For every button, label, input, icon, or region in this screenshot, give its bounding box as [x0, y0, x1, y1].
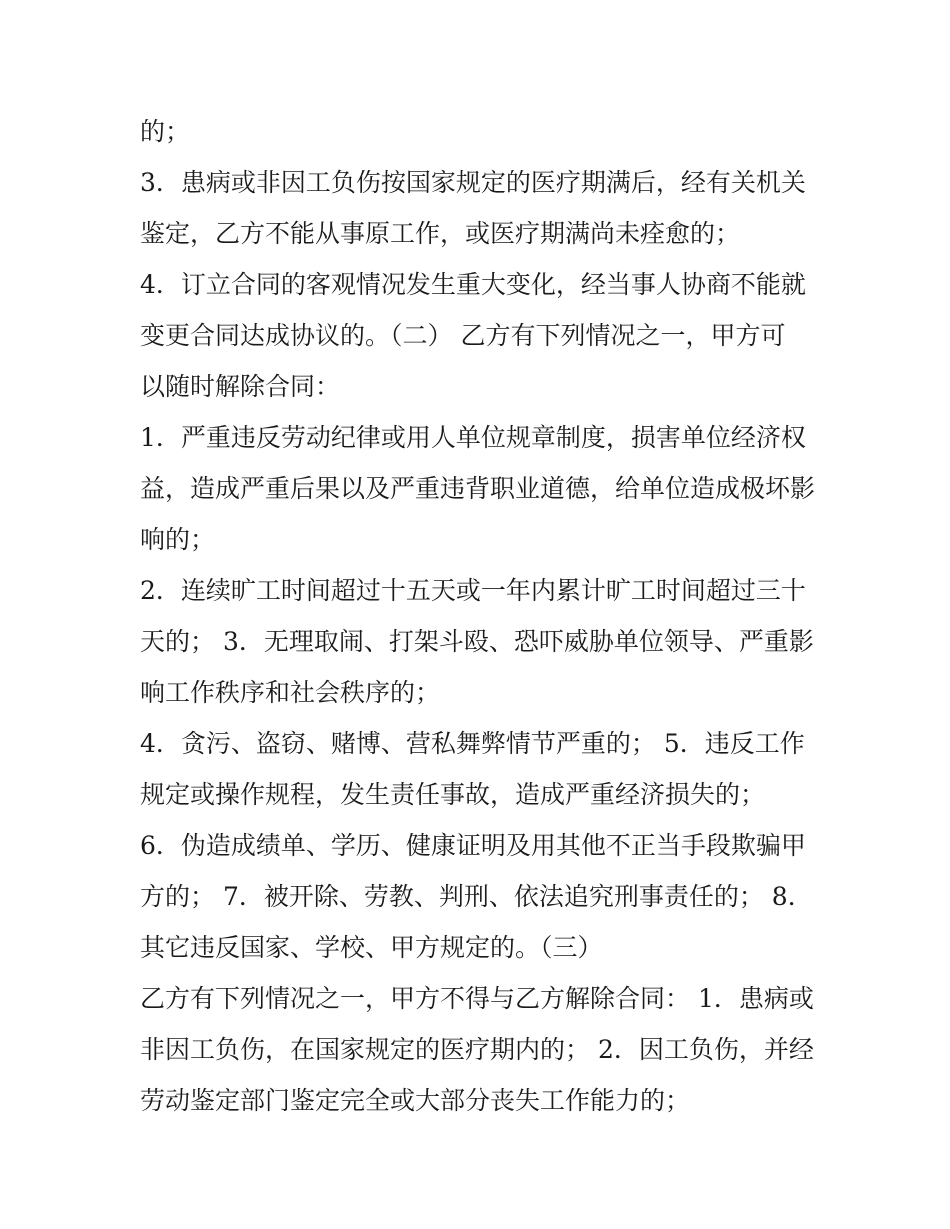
text-line: 益，造成严重后果以及严重违背职业道德，给单位造成极坏影 — [140, 474, 816, 503]
text-line: 方的； 7．被开除、劳教、判刑、依法追究刑事责任的； 8． — [140, 882, 813, 911]
text-line: 天的； 3．无理取闹、打架斗殴、恐吓威胁单位领导、严重影 — [140, 627, 814, 656]
contract-text-body — [140, 106, 820, 1126]
text-line: 以随时解除合同： — [140, 372, 341, 401]
text-line: 6．伪造成绩单、学历、健康证明及用其他不正当手段欺骗甲 — [140, 831, 806, 860]
text-line: 4．订立合同的客观情况发生重大变化，经当事人协商不能就 — [140, 270, 806, 299]
text-line: 其它违反国家、学校、甲方规定的。（三） — [140, 933, 603, 962]
text-line: 4．贪污、盗窃、赌博、营私舞弊情节严重的； 5．违反工作 — [140, 729, 805, 758]
text-line: 2．连续旷工时间超过十五天或一年内累计旷工时间超过三十 — [140, 576, 806, 605]
text-line: 1．严重违反劳动纪律或用人单位规章制度，损害单位经济权 — [140, 423, 806, 452]
text-line: 乙方有下列情况之一，甲方不得与乙方解除合同： 1．患病或 — [140, 984, 814, 1013]
text-line: 劳动鉴定部门鉴定完全或大部分丧失工作能力的； — [140, 1086, 691, 1115]
text-line: 3．患病或非因工负伤按国家规定的医疗期满后，经有关机关 — [140, 168, 806, 197]
text-line: 响工作秩序和社会秩序的； — [140, 678, 441, 707]
text-line: 的； — [140, 117, 191, 146]
text-line: 变更合同达成协议的。（二） 乙方有下列情况之一，甲方可 — [140, 321, 786, 350]
text-line: 响的； — [140, 525, 216, 554]
text-line: 规定或操作规程，发生责任事故，造成严重经济损失的； — [140, 780, 766, 809]
text-line: 非因工负伤，在国家规定的医疗期内的； 2．因工负伤，并经 — [140, 1035, 814, 1064]
text-line: 鉴定，乙方不能从事原工作，或医疗期满尚未痊愈的； — [140, 219, 741, 248]
